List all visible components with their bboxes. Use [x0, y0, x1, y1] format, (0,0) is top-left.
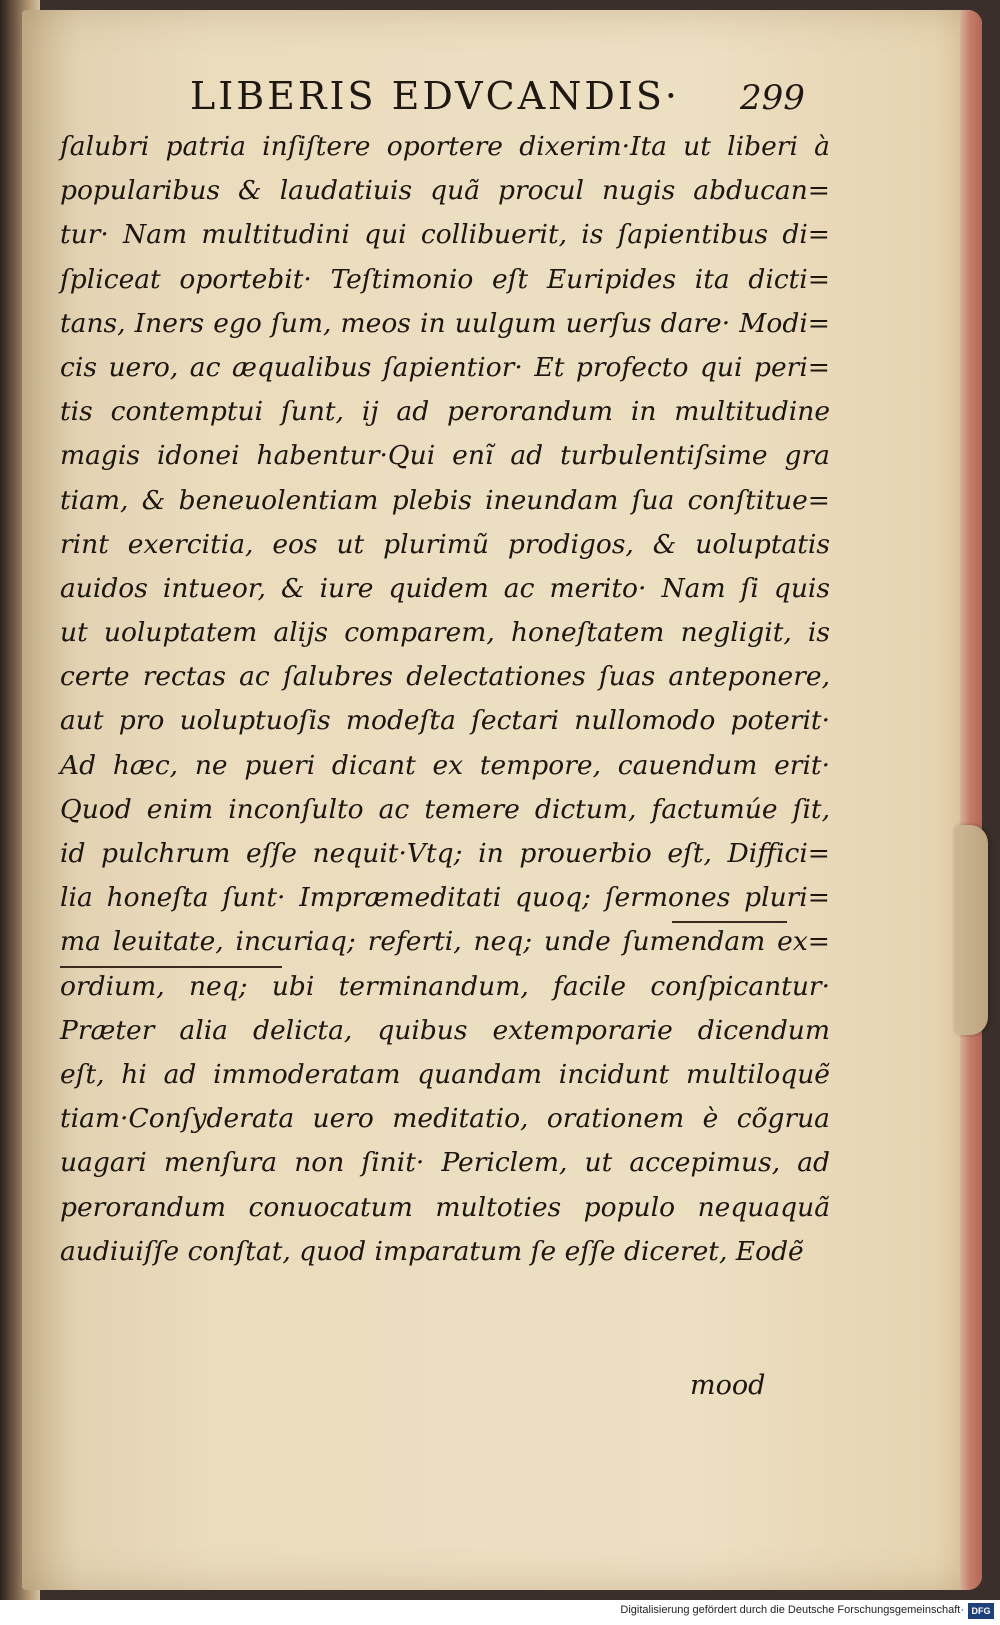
text-line: ſpliceat oportebit· Teſtimonio eſt Euripides ita dicti= — [60, 263, 830, 295]
text-line: cis uero, ac æqualibus ſapientior· Et profecto qui peri= — [60, 351, 830, 383]
text-line: Ad hæc, ne pueri dicant ex tempore, cauendum erit· — [60, 749, 830, 781]
paper-tab — [954, 825, 988, 1035]
text-line: eſt, hi ad immoderatam quandam incidunt multiloquẽ — [60, 1058, 830, 1090]
running-head: LIBERIS EDVCANDIS· — [190, 74, 680, 118]
text-line: aut pro uoluptuoſis modeſta ſectari nullomodo poterit· — [60, 705, 830, 737]
footer-bar — [0, 1600, 1000, 1625]
text-line: perorandum conuocatum multoties populo nequaquã — [60, 1191, 830, 1223]
funding-credit: Digitalisierung gefördert durch die Deutsche Forschungsgemeinschaft· — [620, 1604, 964, 1616]
text-line: tis contemptui ſunt, ij ad perorandum in multitudine — [60, 396, 830, 428]
text-line: Præter alia delicta, quibus extemporarie dicendum — [60, 1014, 830, 1046]
text-line: audiuiſſe conſtat, quod imparatum ſe eſſe diceret, Eodẽ — [60, 1235, 804, 1267]
text-block — [60, 125, 830, 1274]
text-line: id pulchrum eſſe nequit·Vtq; in prouerbio eſt, Diffici= — [60, 838, 830, 869]
text-line: magis idonei habentur·Qui enĩ ad turbulentiſsime gra — [60, 440, 830, 472]
text-line: auidos intueor, & iure quidem ac merito· Nam ſi quis — [60, 572, 830, 604]
page-edge — [960, 10, 982, 1590]
text-line: ut uoluptatem alijs compareт, honeſtatem negligit, is — [60, 617, 830, 649]
text-line: lia honeſta ſunt· Impræmeditati quoq; ſermones pluri= — [60, 882, 830, 914]
text-line: uagari menſura non ſinit· Periclem, ut accepimus, ad — [60, 1147, 830, 1179]
ink-underline — [672, 921, 787, 923]
text-line: tur· Nam multitudini qui collibuerit, is ſapientibus di= — [60, 219, 830, 251]
text-line: popularibus & laudatiuis quã procul nugis abducan= — [60, 175, 830, 207]
text-line: ordium, neq; ubi terminandum, facile conſpicantur· — [60, 970, 830, 1002]
text-line: Quod enim inconſulto ac temere dictum, factumúe ſit, — [60, 793, 830, 825]
text-line: ma leuitate, incuriaq; referti, neq; unde ſumendam ex= — [60, 926, 830, 958]
text-line: tans, Iners ego ſum, meos in uulgum uerſus dare· Modi= — [60, 307, 830, 339]
ink-underline — [60, 966, 282, 968]
page-number: 299 — [740, 78, 805, 118]
catchword: mood — [690, 1370, 766, 1401]
text-line: tiam·Conſyderata uero meditatio, orationem è cõgrua — [60, 1103, 830, 1135]
text-line: ſalubri patria inſiſtere oportere dixerim·Ita ut liberi à — [60, 131, 830, 162]
text-line: rint exercitia, eos ut plurimũ prodigos, & uoluptatis — [60, 528, 830, 560]
dfg-logo-icon: DFG — [968, 1603, 994, 1619]
text-line: tiam, & beneuolentiam plebis ineundam ſua conſtitue= — [60, 484, 830, 516]
text-line: certe rectas ac ſalubres delectationes ſuas anteponere, — [60, 661, 830, 693]
